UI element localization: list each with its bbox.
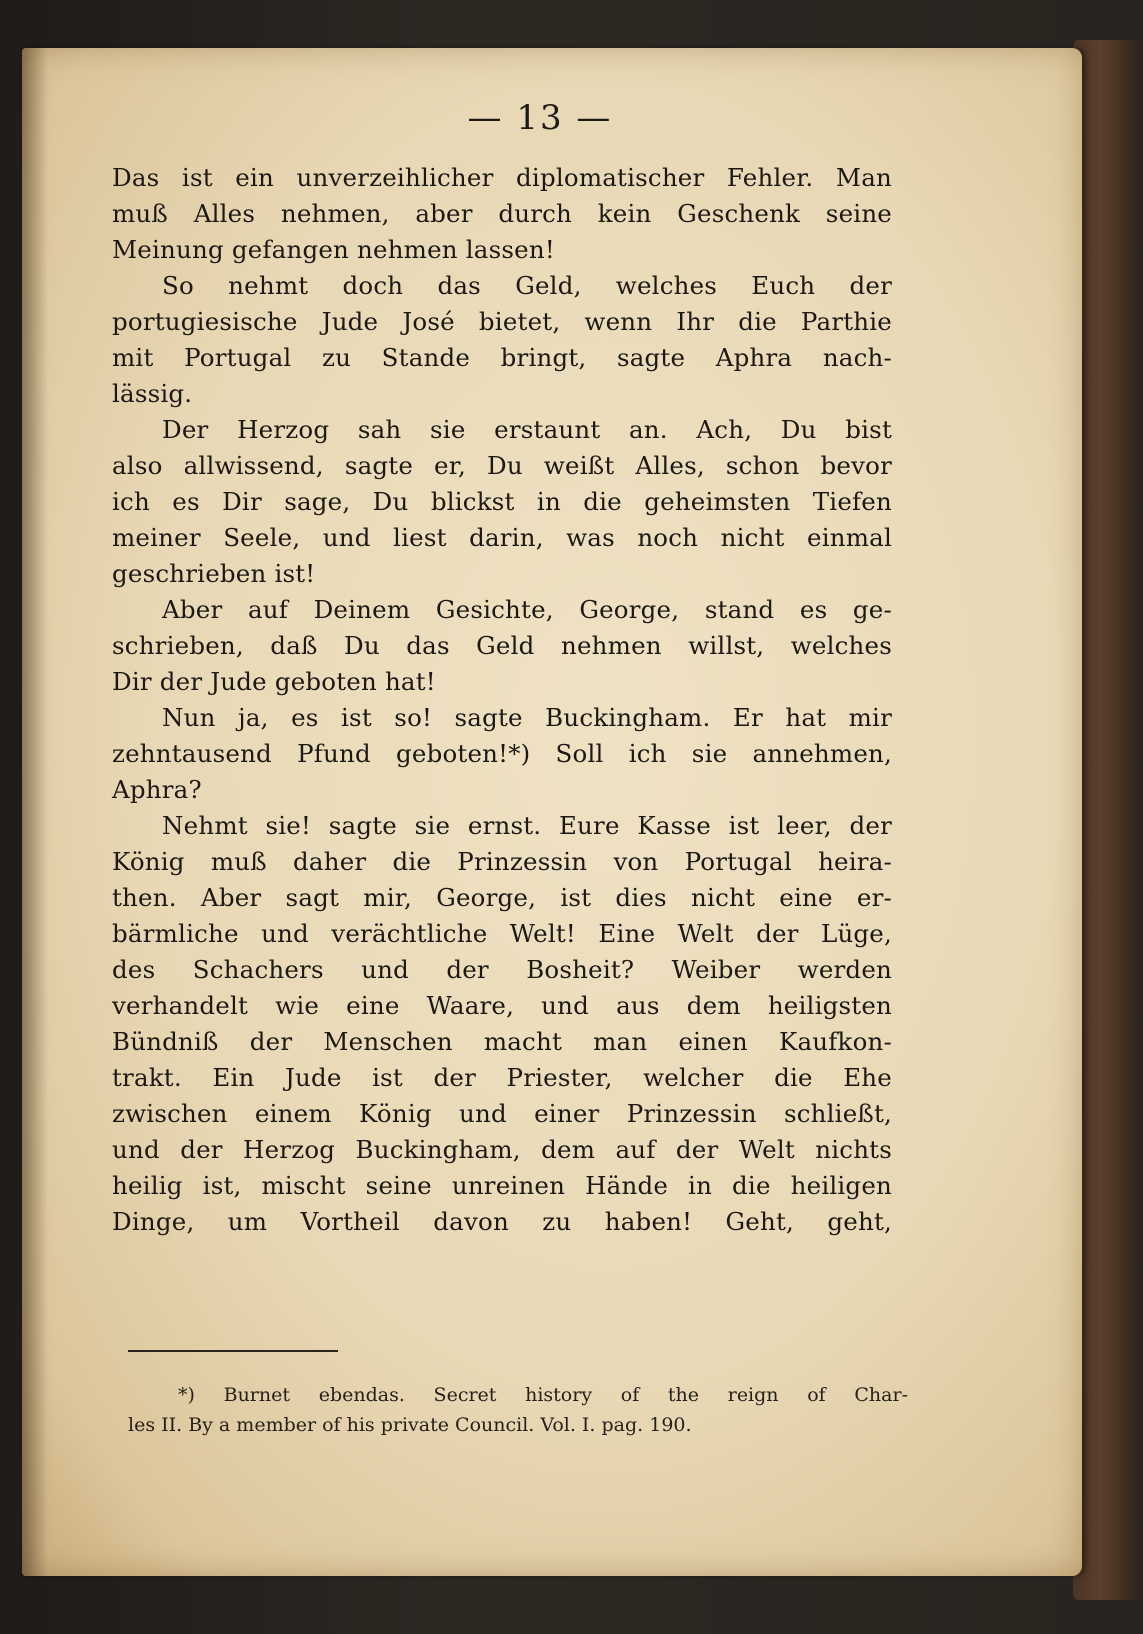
- text-line: verhandelt wie eine Waare, und aus dem heiligsten: [112, 991, 892, 1020]
- text-line: geschrieben ist!: [112, 559, 316, 588]
- text-line: portugiesische Jude José bietet, wenn Ihr die Parthie: [112, 307, 892, 336]
- text-line: trakt. Ein Jude ist der Priester, welcher die Ehe: [112, 1063, 892, 1092]
- text-line: des Schachers und der Bosheit? Weiber werden: [112, 955, 892, 984]
- paragraph: [112, 700, 892, 808]
- text-line: muß Alles nehmen, aber durch kein Geschenk seine: [112, 199, 892, 228]
- text-line: meiner Seele, und liest darin, was noch nicht einmal: [112, 523, 892, 552]
- text-line: Nun ja, es ist so! sagte Buckingham. Er hat mir: [162, 703, 892, 732]
- text-line: Aphra?: [112, 775, 202, 804]
- footnote-line: les II. By a member of his private Council. Vol. I. pag. 190.: [128, 1414, 692, 1436]
- text-line: Dir der Jude geboten hat!: [112, 667, 436, 696]
- paragraph: [112, 808, 892, 1240]
- text-line: also allwissend, sagte er, Du weißt Alles, schon bevor: [112, 451, 892, 480]
- text-line: then. Aber sagt mir, George, ist dies nicht eine er-: [112, 883, 892, 912]
- text-line: schrieben, daß Du das Geld nehmen willst, welches: [112, 631, 892, 660]
- footnote-line: *) Burnet ebendas. Secret history of the reign of Char-: [178, 1384, 908, 1406]
- text-line: lässig.: [112, 379, 193, 408]
- body-text: [112, 160, 892, 1240]
- page-gutter-shadow: [22, 48, 48, 1576]
- text-line: zehntausend Pfund geboten!*) Soll ich sie annehmen,: [112, 739, 892, 768]
- paragraph: [112, 412, 892, 592]
- text-line: Dinge, um Vortheil davon zu haben! Geht, geht,: [112, 1207, 892, 1236]
- text-line: Aber auf Deinem Gesichte, George, stand es ge-: [162, 595, 892, 624]
- text-line: Bündniß der Menschen macht man einen Kaufkon-: [112, 1027, 892, 1056]
- text-line: und der Herzog Buckingham, dem auf der Welt nichts: [112, 1135, 892, 1164]
- footnote: [128, 1380, 908, 1440]
- text-line: König muß daher die Prinzessin von Portugal heira-: [112, 847, 892, 876]
- paragraph: [112, 592, 892, 700]
- text-line: heilig ist, mischt seine unreinen Hände in die heiligen: [112, 1171, 892, 1200]
- text-line: Das ist ein unverzeihlicher diplomatischer Fehler. Man: [112, 163, 892, 192]
- paragraph: [112, 268, 892, 412]
- text-line: Nehmt sie! sagte sie ernst. Eure Kasse ist leer, der: [162, 811, 892, 840]
- text-line: zwischen einem König und einer Prinzessin schließt,: [112, 1099, 892, 1128]
- text-line: Der Herzog sah sie erstaunt an. Ach, Du bist: [162, 415, 892, 444]
- text-line: Meinung gefangen nehmen lassen!: [112, 235, 555, 264]
- page-number: — 13 —: [467, 98, 613, 138]
- text-line: bärmliche und verächtliche Welt! Eine Welt der Lüge,: [112, 919, 892, 948]
- book-cover-edge: [1073, 40, 1143, 1600]
- footnote-divider: [128, 1350, 338, 1352]
- text-line: So nehmt doch das Geld, welches Euch der: [162, 271, 892, 300]
- text-line: ich es Dir sage, Du blickst in die geheimsten Tiefen: [112, 487, 892, 516]
- text-line: mit Portugal zu Stande bringt, sagte Aphra nach-: [112, 343, 892, 372]
- paragraph: [112, 160, 892, 268]
